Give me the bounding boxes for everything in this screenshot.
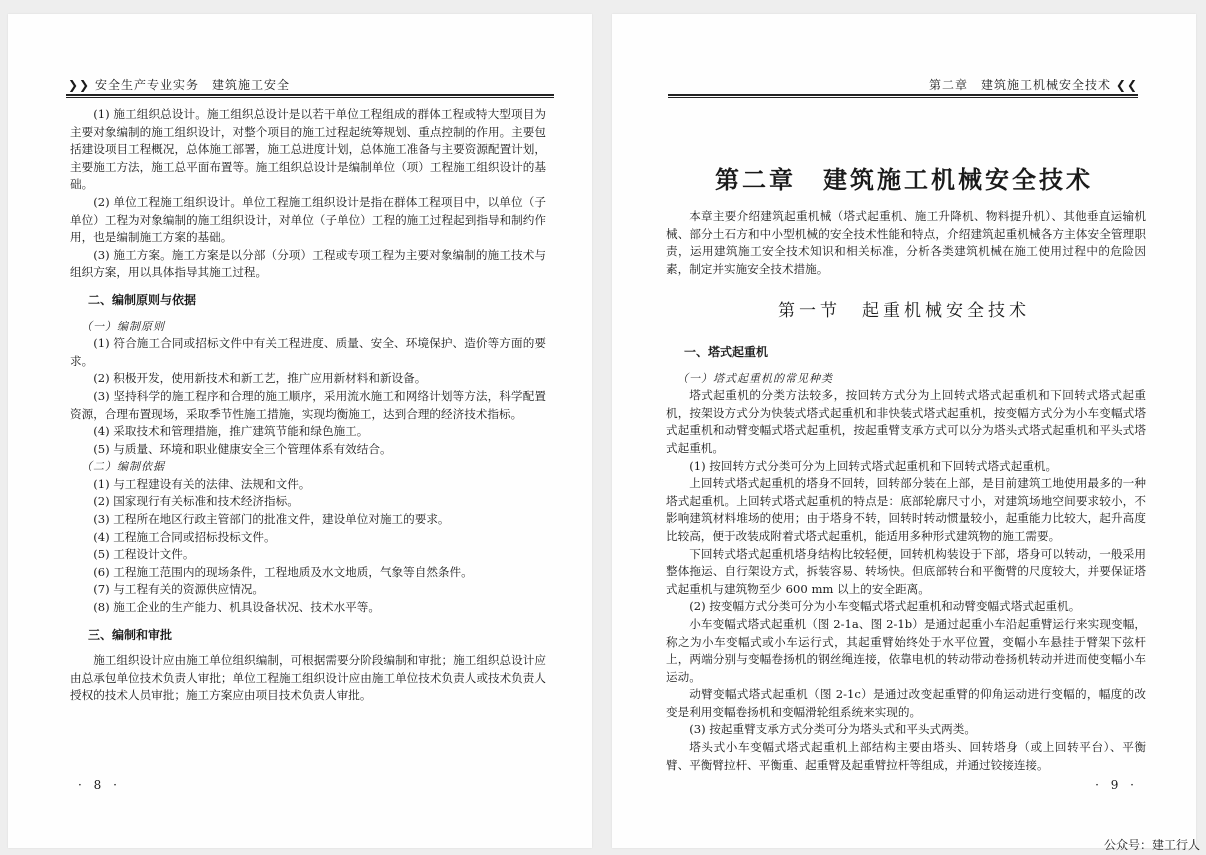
list-item: (1) 与工程建设有关的法律、法规和文件。 [93, 476, 311, 491]
list-item: (4) 采取技术和管理措施，推广建筑节能和绿色施工。 [93, 424, 369, 439]
paragraph: (3) 按起重臂支承方式分类可分为塔头式和平头式两类。 [689, 722, 976, 737]
paragraph: (1) 按回转方式分类可分为上回转式塔式起重机和下回转式塔式起重机。 [689, 458, 1058, 473]
paragraph: 动臂变幅式塔式起重机（图 2-1c）是通过改变起重臂的仰角运动进行变幅的，幅度的改变是利用变幅卷扬机和变幅滑轮组系统来实现的。 [666, 687, 1146, 719]
list-item: (5) 与质量、环境和职业健康安全三个管理体系有效结合。 [93, 441, 392, 456]
left-body [70, 106, 546, 705]
section-title: 第一节 起重机械安全技术 [778, 301, 1030, 321]
header-rule-thin [668, 97, 1138, 98]
right-page [612, 14, 1196, 848]
header-rule [668, 94, 1138, 96]
list-item: (4) 工程施工合同或招标投标文件。 [93, 529, 276, 544]
chapter-intro [666, 208, 1146, 278]
list-item: (8) 施工企业的生产能力、机具设备状况、技术水平等。 [93, 600, 380, 615]
header-text: 安全生产专业实务 建筑施工安全 [94, 78, 290, 92]
subsection-heading: （一）编制原则 [81, 319, 165, 333]
list-item: (7) 与工程有关的资源供应情况。 [93, 582, 265, 597]
list-item: (3) 坚持科学的施工程序和合理的施工顺序，采用流水施工和网络计划等方法，科学配置资源，合理布置现场，采取季节性施工措施，实现均衡施工，达到合理的经济技术指标。 [70, 388, 546, 421]
double-chevron-left-icon: ❮❮ [1115, 78, 1138, 92]
left-page [8, 14, 592, 848]
paragraph: 小车变幅式塔式起重机（图 2-1a、图 2-1b）是通过起重小车沿起重臂运行来实现变幅，称之为小车变幅式或小车运行式，其起重臂始终处于水平位置，变幅小车悬挂于臂架下弦杆上，两端分别与变幅卷扬机的钢丝绳连接，依靠电机的转动带动卷扬机转动并进而使变幅小车运动。 [666, 616, 1146, 684]
paragraph: 下回转式塔式起重机塔身结构比较轻便，回转机构装设于下部，塔身可以转动，一般采用整体拖运、自行架设方式，拆装容易、转场快。但底部转台和平衡臂的尺度较大，并要保证塔式起重机与建筑物至少 600 mm 以上的安全距离。 [666, 546, 1146, 596]
list-item: (1) 符合施工合同或招标文件中有关工程进度、质量、安全、环境保护、造价等方面的要求。 [70, 336, 546, 368]
subsection-heading: （一）塔式起重机的常见种类 [677, 371, 833, 385]
subsection-heading: （二）编制依据 [81, 460, 165, 474]
header-rule-thin [66, 97, 554, 98]
page-number: · 8 · [78, 778, 121, 792]
running-header-right [929, 76, 1138, 93]
paragraph: (3) 施工方案。施工方案是以分部（分项）工程或专项工程为主要对象编制的施工技术与组织方案，用以具体指导其施工过程。 [70, 247, 546, 280]
right-body [666, 344, 1146, 774]
paragraph: 施工组织设计应由施工单位组织编制，可根据需要分阶段编制和审批；施工组织总设计应由总承包单位技术负责人审批；单位工程施工组织设计应由施工单位技术负责人或技术负责人授权的技术人员审批；施工方案应由项目技术负责人审批。 [70, 653, 546, 703]
running-header-left [68, 76, 290, 93]
section-heading: 二、编制原则与依据 [88, 292, 197, 307]
section-heading: 三、编制和审批 [88, 627, 173, 642]
list-item: (2) 国家现行有关标准和技术经济指标。 [93, 494, 299, 509]
header-text: 第二章 建筑施工机械安全技术 [929, 78, 1112, 92]
section-heading: 一、塔式起重机 [684, 345, 769, 359]
paragraph: (2) 按变幅方式分类可分为小车变幅式塔式起重机和动臂变幅式塔式起重机。 [689, 599, 1081, 614]
page-number: · 9 · [1095, 778, 1138, 792]
list-item: (6) 工程施工范围内的现场条件，工程地质及水文地质，气象等自然条件。 [93, 564, 473, 579]
list-item: (2) 积极开发，使用新技术和新工艺，推广应用新材料和新设备。 [93, 371, 427, 386]
paragraph: 本章主要介绍建筑起重机械（塔式起重机、施工升降机、物料提升机）、其他垂直运输机械、部分土石方和中小型机械的安全技术性能和特点，介绍建筑起重机械各方主体安全管理职责，运用建筑施工安全技术知识和相关标准，分析各类建筑机械在施工使用过程中的危险因素，制定并实施安全技术措施。 [666, 209, 1146, 276]
paragraph: (1) 施工组织总设计。施工组织总设计是以若干单位工程组成的群体工程或特大型项目为主要对象编制的施工组织设计，对整个项目的施工过程起统筹规划、重点控制的作用。主要包括建设项目工程概况，总体施工部署，施工总进度计划，总体施工准备与主要资源配置计划，主要施工方法，施工总平面布置等。施工组织总设计是编制单位（项）工程施工组织设计的基础。 [70, 107, 546, 192]
double-chevron-icon: ❯❯ [68, 78, 91, 92]
list-item: (5) 工程设计文件。 [93, 547, 195, 562]
header-rule [66, 94, 554, 96]
chapter-title: 第二章 建筑施工机械安全技术 [715, 165, 1093, 194]
list-item: (3) 工程所在地区行政主管部门的批准文件，建设单位对施工的要求。 [93, 512, 450, 527]
paragraph: 塔头式小车变幅式塔式起重机上部结构主要由塔头、回转塔身（或上回转平台）、平衡臂、平衡臂拉杆、平衡重、起重臂及起重臂拉杆等组成，并通过铰接连接。 [666, 740, 1146, 772]
paragraph: 塔式起重机的分类方法较多，按回转方式分为上回转式塔式起重机和下回转式塔式起重机，按架设方式分为快装式塔式起重机和非快装式塔式起重机，按变幅方式分为小车变幅式塔式起重机和动臂变幅式塔式起重机，按起重臂支承方式可以分为塔头式塔式起重机和平头式塔式起重机。 [666, 388, 1146, 455]
paragraph: (2) 单位工程施工组织设计。单位工程施工组织设计是指在群体工程项目中，以单位（子单位）工程为对象编制的施工组织设计，对单位（子单位）工程的施工过程起到指导和制约作用，也是编制施工方案的基础。 [70, 194, 546, 245]
paragraph: 上回转式塔式起重机的塔身不回转，回转部分装在上部，是目前建筑工地使用最多的一种塔式起重机。上回转式塔式起重机的特点是：底部轮廓尺寸小，对建筑场地空间要求较小，不影响建筑材料堆场的使用；由于塔身不转，回转时转动惯量较小，起重能力比较大，起升高度比较高，便于改装成附着式塔式起重机，能适用多种形式建筑物的施工需要。 [666, 476, 1146, 543]
watermark-text: 公众号：建工行人 [1103, 838, 1200, 852]
